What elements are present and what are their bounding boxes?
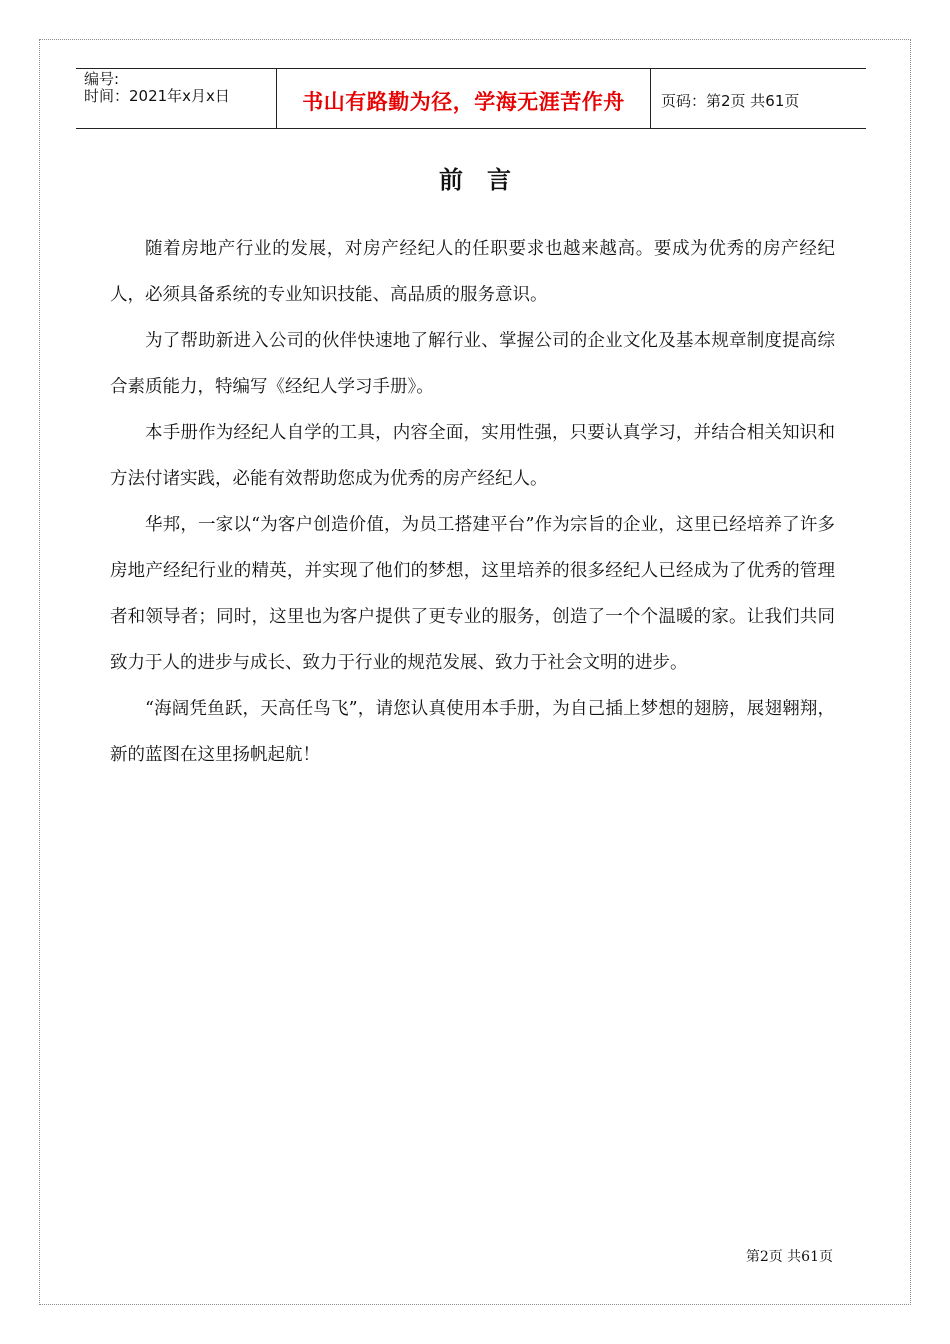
header-page-number: 页码：第2页 共61页 xyxy=(661,92,800,110)
document-number-label: 编号: xyxy=(84,70,120,88)
page-header xyxy=(76,68,866,129)
paragraph-4: 华邦，一家以“为客户创造价值，为员工搭建平台”作为宗旨的企业，这里已经培养了许多房地产经纪行业的精英，并实现了他们的梦想，这里培养的很多经纪人已经成为了优秀的管理者和领导者；同时，这里也为客户提供了更专业的服务，创造了一个个温暖的家。让我们共同致力于人的进步与成长、致力于行业的规范发展、致力于社会文明的进步。 xyxy=(110,515,835,673)
paragraph-5: “海阔凭鱼跃，天高任鸟飞”，请您认真使用本手册，为自己插上梦想的翅膀，展翅翱翔，新的蓝图在这里扬帆起航！ xyxy=(110,699,835,765)
page-title: 前言 xyxy=(439,166,535,194)
paragraph-2: 为了帮助新进入公司的伙伴快速地了解行业、掌握公司的企业文化及基本规章制度提高综合素质能力，特编写《经纪人学习手册》。 xyxy=(110,331,835,397)
footer-page-number: 第2页 共61页 xyxy=(745,1249,833,1265)
document-body xyxy=(110,226,835,778)
header-motto: 书山有路勤为径，学海无涯苦作舟 xyxy=(277,69,651,128)
header-meta xyxy=(76,69,277,128)
paragraph-3: 本手册作为经纪人自学的工具，内容全面，实用性强，只要认真学习，并结合相关知识和方法付诸实践，必能有效帮助您成为优秀的房产经纪人。 xyxy=(110,423,835,489)
document-time-label: 时间：2021年x月x日 xyxy=(84,87,230,105)
paragraph-1: 随着房地产行业的发展，对房产经纪人的任职要求也越来越高。要成为优秀的房产经纪人，必须具备系统的专业知识技能、高品质的服务意识。 xyxy=(110,239,835,305)
